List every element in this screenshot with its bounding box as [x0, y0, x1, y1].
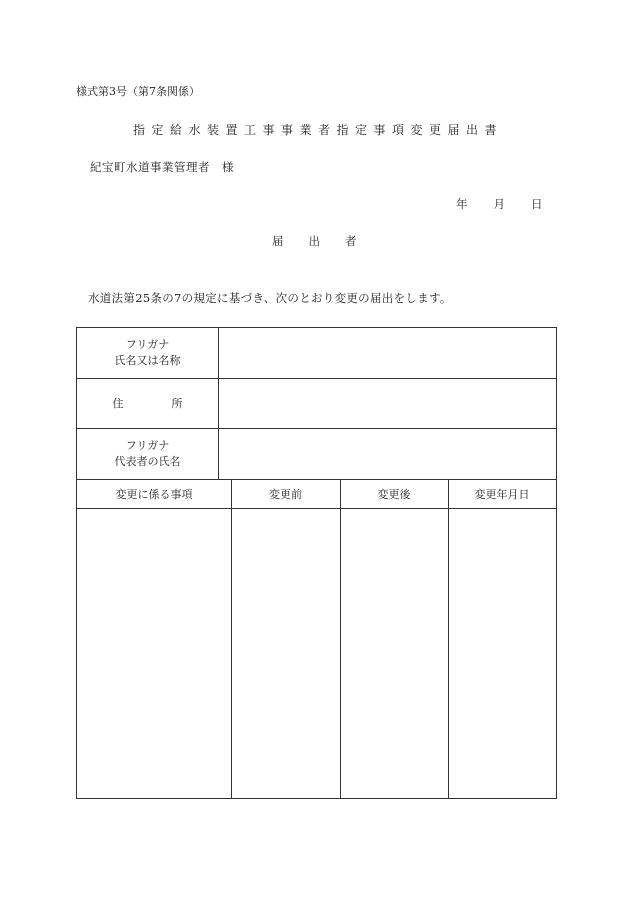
document-title: 指定給水装置工事事業者指定事項変更届出書 — [132, 123, 503, 137]
change-item-cell[interactable] — [77, 509, 231, 798]
notifier-char-2: 出 — [308, 234, 320, 248]
address-label-char-2: 所 — [171, 396, 183, 410]
date-line — [456, 199, 543, 211]
address-label-cell — [77, 379, 219, 428]
representative-value-field[interactable] — [219, 429, 556, 479]
representative-row — [77, 429, 556, 480]
date-month-label: 月 — [493, 197, 505, 211]
column-header-item: 変更に係る事項 — [77, 480, 231, 509]
name-value-field[interactable] — [219, 328, 556, 378]
column-header-before: 変更前 — [231, 480, 340, 509]
notifier-char-1: 届 — [272, 234, 284, 248]
address-value-field[interactable] — [219, 379, 556, 428]
form-number: 様式第3号（第7条関係） — [76, 85, 200, 98]
after-change-cell[interactable] — [341, 509, 448, 798]
name-furigana-label: フリガナ — [125, 338, 170, 351]
name-label: 氏名又は名称 — [114, 354, 181, 367]
rep-furigana-label: フリガナ — [125, 439, 170, 452]
column-header-after: 変更後 — [340, 480, 448, 509]
form-table — [76, 327, 557, 799]
name-label-cell — [77, 328, 219, 378]
address-label-char-1: 住 — [112, 396, 124, 410]
column-header-date: 変更年月日 — [448, 480, 556, 509]
statement-text: 水道法第25条の7の規定に基づき、次のとおり変更の届出をします。 — [88, 291, 452, 305]
addressee: 紀宝町水道事業管理者 様 — [90, 160, 234, 174]
change-date-cell[interactable] — [449, 509, 556, 798]
name-row — [77, 328, 556, 379]
address-row — [77, 379, 556, 429]
representative-label-cell — [77, 429, 219, 479]
before-change-cell[interactable] — [232, 509, 340, 798]
rep-label: 代表者の氏名 — [114, 455, 181, 468]
date-year-label: 年 — [456, 197, 468, 211]
notifier-label — [272, 236, 357, 248]
date-day-label: 日 — [531, 197, 543, 211]
notifier-char-3: 者 — [345, 234, 357, 248]
